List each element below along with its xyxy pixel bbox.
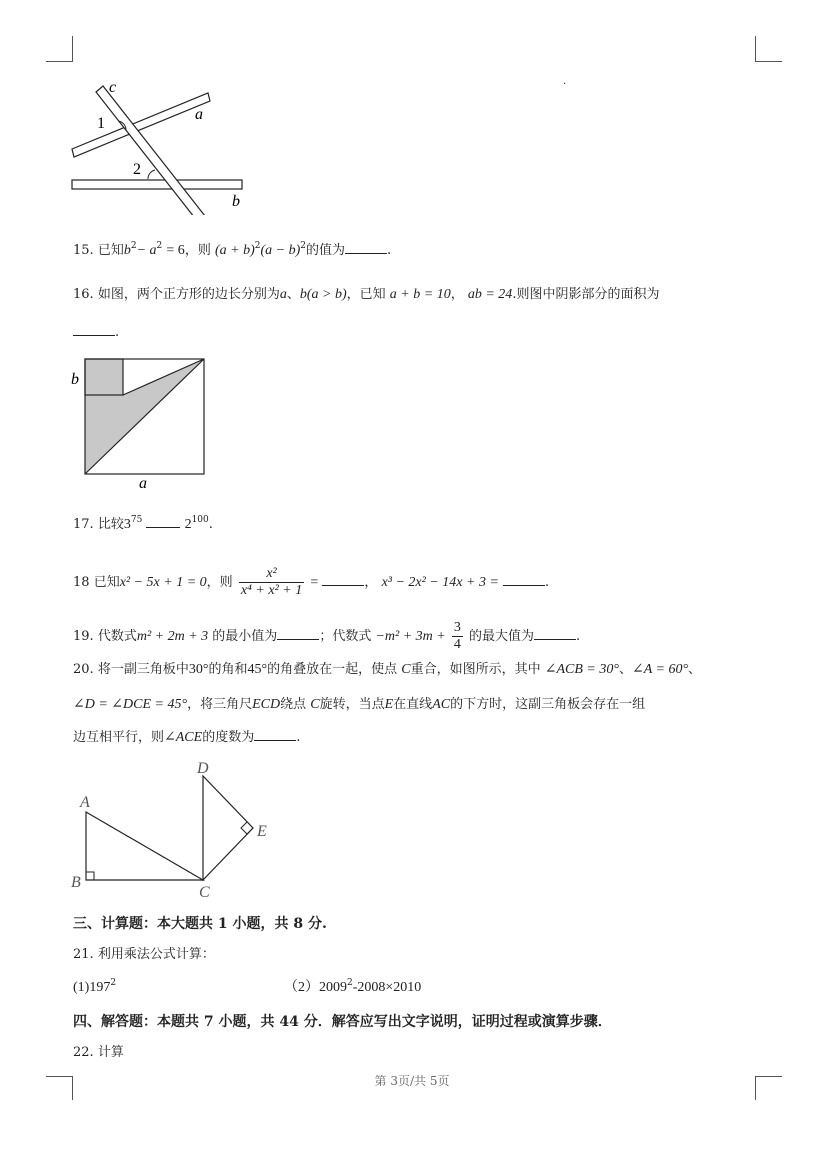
label-A: A: [80, 794, 90, 811]
parallel-lines-figure: [60, 75, 260, 215]
label-a: a: [139, 475, 147, 492]
crop-mark: [755, 36, 756, 62]
answer-blank[interactable]: [73, 322, 115, 336]
question-21: 21. 利用乘法公式计算：: [73, 947, 215, 962]
angle-2-arc: [148, 170, 155, 179]
section-3-heading: 三、计算题：本大题共 1 小题，共 8 分.: [73, 916, 327, 932]
question-22: 22. 计算: [73, 1045, 124, 1060]
page-footer: 第 3页/共 5页: [374, 1074, 450, 1088]
label-a: a: [195, 106, 203, 123]
question-20-line-1: 20. 将一副三角板中30°的角和45°的角叠放在一起，使点 C重合，如图所示，其中 ∠ACB = 30°、∠A = 60°、: [73, 662, 702, 677]
crop-mark: [46, 61, 73, 62]
right-angle-b: [86, 872, 94, 880]
label-2: 2: [133, 161, 141, 178]
question-21-part-1: $(1)197^2$: [73, 978, 117, 995]
answer-blank[interactable]: [345, 240, 387, 254]
fraction: $\frac{\text{x²}}{\text{x⁴ + x² + 1}}$: [240, 566, 303, 598]
question-16: 16. 如图，两个正方形的边长分别为a、b(a > b)，已知 a + b = 10， ab = 24.则图中阴影部分的面积为: [73, 287, 660, 302]
question-18: 18 已知x² − 5x + 1 = 0，则 $\frac{\text{x²}}{\text{x⁴ + x² + 1}}$ = ， x³ − 2x² − 14x + 3 = .: [73, 566, 550, 598]
right-angle-e: [241, 822, 253, 834]
question-17: 17. 比较$3^{75}$ $2^{100}$.: [73, 515, 213, 532]
answer-blank[interactable]: [146, 514, 180, 528]
fraction: $\frac{3}{4}$: [453, 620, 461, 652]
question-15: 15. 已知$b^2- a^2 = 6$，则 $(a + b)^2(a - b)^2$的值为 .: [73, 241, 392, 258]
question-21-part-2: $(2)2009^2-2008\times 2010$: [284, 978, 422, 995]
question-20-line-2: ∠D = ∠DCE = 45°，将三角尺ECD绕点 C旋转，当点E在直线AC的下方时，这副三角板会存在一组: [73, 697, 646, 712]
triangle-dce: [203, 776, 253, 880]
strip-b: [72, 180, 242, 189]
label-E: E: [257, 823, 267, 840]
section-4-heading: 四、解答题：本题共 7 小题，共 44 分．解答应写出文字说明，证明过程或演算步骤．: [73, 1014, 612, 1030]
label-b: b: [232, 193, 240, 210]
crop-mark: [72, 36, 73, 62]
answer-blank[interactable]: [322, 572, 364, 586]
label-c: c: [109, 79, 117, 96]
set-squares-figure: [66, 756, 286, 901]
answer-blank[interactable]: [503, 572, 545, 586]
crop-mark: [755, 61, 782, 62]
answer-blank[interactable]: [534, 626, 576, 640]
answer-blank[interactable]: [277, 626, 319, 640]
label-B: B: [71, 874, 81, 891]
question-20-line-3: 边互相平行，则∠ACE的度数为 .: [73, 727, 300, 748]
question-16-blank-line: .: [73, 322, 119, 343]
answer-blank[interactable]: [254, 727, 296, 741]
stray-dot: .: [563, 76, 567, 87]
label-1: 1: [97, 115, 105, 132]
label-C: C: [199, 884, 210, 901]
squares-figure: [68, 352, 213, 492]
triangle-abc: [86, 812, 203, 880]
label-D: D: [197, 760, 209, 777]
question-19: 19. 代数式m² + 2m + 3 的最小值为 ；代数式 −m² + 3m + $\frac{3}{4}$ 的最大值为 .: [73, 620, 581, 652]
label-b: b: [71, 371, 79, 388]
